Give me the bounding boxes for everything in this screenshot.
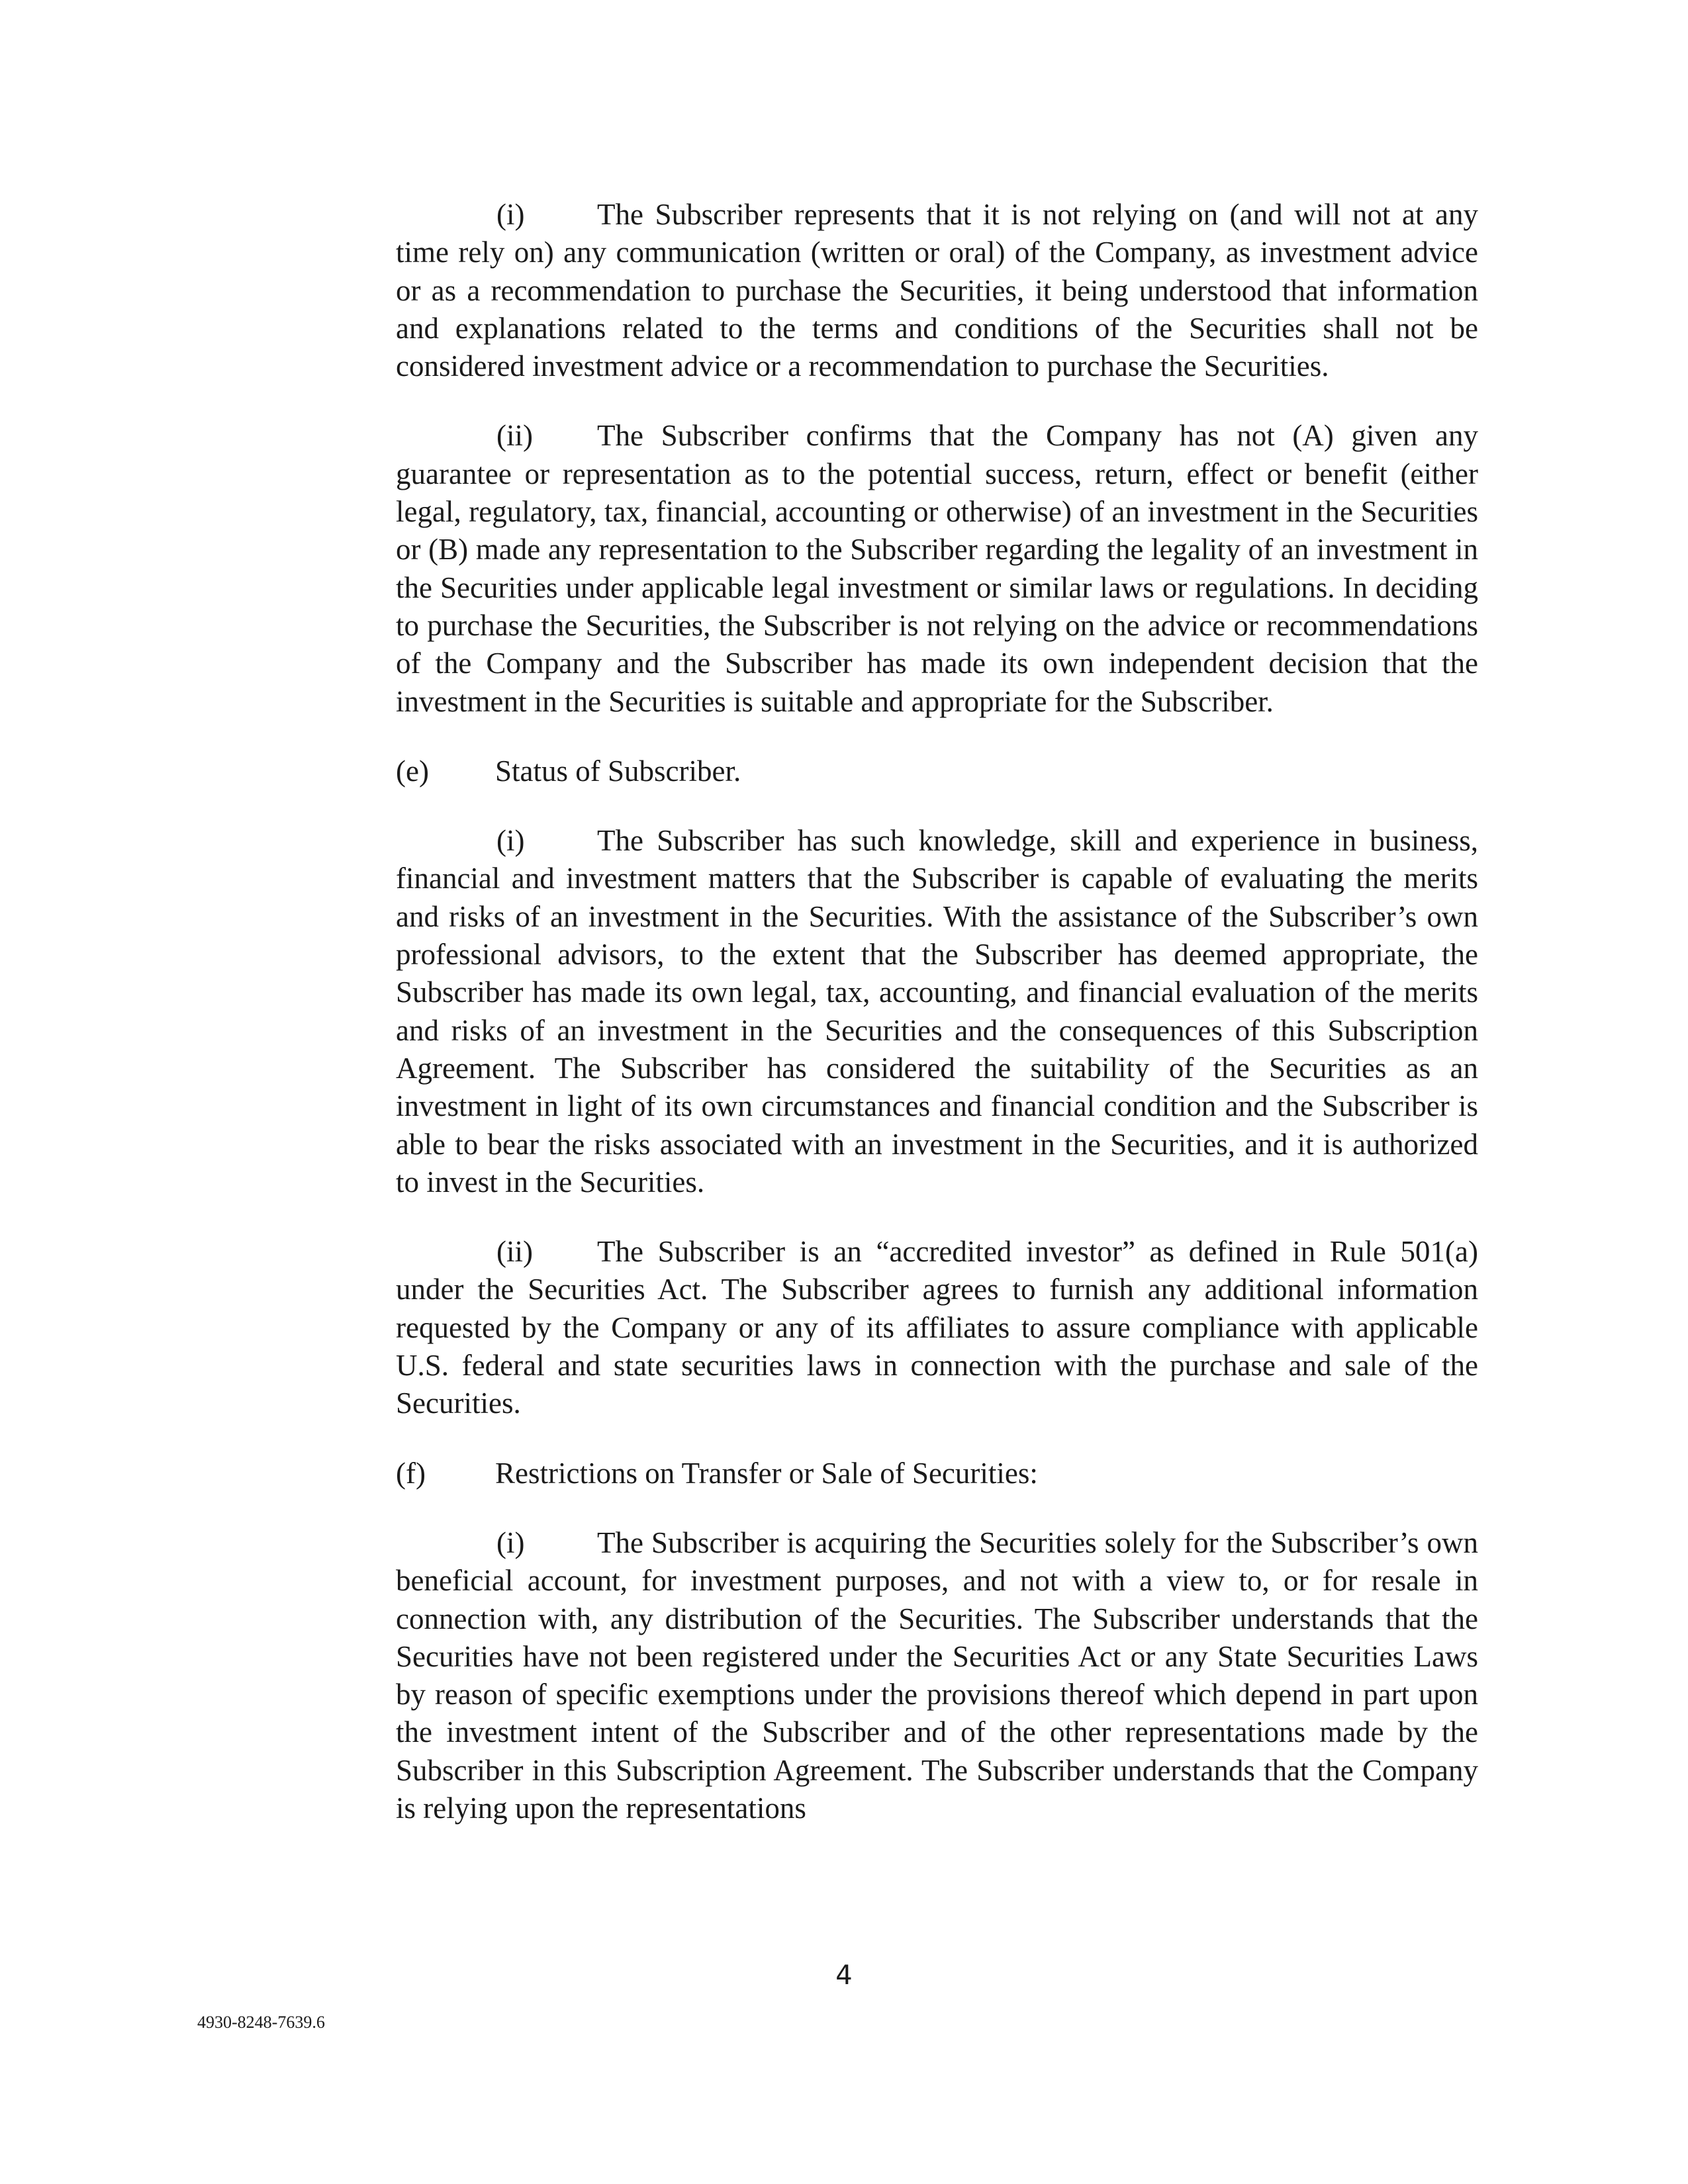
paragraph-d-i bbox=[396, 196, 1478, 385]
paragraph-marker: (ii) bbox=[496, 419, 533, 453]
paragraph-e-i bbox=[396, 822, 1478, 1201]
paragraph-text: The Subscriber confirms that the Company has not (A) given any guarantee or representation as to the potential success, return, effect or benefit (either legal, regulatory, tax, financial, accounting or otherwise) of an investment in the Securities or (B) made any representation to the Subscriber regarding the legality of an investment in the Securities under applicable legal investment or similar laws or regulations. In deciding to purchase the Securities, the Subscriber is not relying on the advice or recommendations of the Company and the Subscriber has made its own independent decision that the investment in the Securities is suitable and appropriate for the Subscriber. bbox=[396, 419, 1478, 718]
paragraph-e-ii bbox=[396, 1233, 1478, 1422]
paragraph-text: The Subscriber is acquiring the Securities solely for the Subscriber’s own beneficial account, for investment purposes, and not with a view to, or for resale in connection with, any distribution of the Securities. The Subscriber understands that the Securities have not been registered under the Securities Act or any State Securities Laws by reason of specific exemptions under the provisions thereof which depend in part upon the investment intent of the Subscriber and of the other representations made by the Subscriber in this Subscription Agreement. The Subscriber understands that the Company is relying upon the representations bbox=[396, 1525, 1478, 1825]
paragraph-marker: (ii) bbox=[496, 1235, 533, 1269]
section-marker: (e) bbox=[396, 754, 429, 788]
section-title: Restrictions on Transfer or Sale of Securities: bbox=[495, 1456, 1038, 1490]
document-id: 4930-8248-7639.6 bbox=[197, 2013, 325, 2032]
section-heading-f bbox=[396, 1455, 1478, 1492]
document-body bbox=[396, 196, 1478, 1859]
paragraph-text: The Subscriber represents that it is not relying on (and will not at any time rely on) any communication (written or oral) of the Company, as investment advice or as a recommendation to purchase the Securities, it being understood that information and explanations related to the terms and conditions of the Securities shall not be considered investment advice or a recommendation to purchase the Securities. bbox=[396, 198, 1478, 383]
page-number: 4 bbox=[835, 1960, 853, 1991]
section-marker: (f) bbox=[396, 1456, 426, 1490]
paragraph-marker: (i) bbox=[496, 1525, 525, 1559]
section-title: Status of Subscriber. bbox=[495, 754, 741, 788]
paragraph-text: The Subscriber has such knowledge, skill and experience in business, financial and investment matters that the Subscriber is capable of evaluating the merits and risks of an investment in the Securities. With the assistance of the Subscriber’s own professional advisors, to the extent that the Subscriber has deemed appropriate, the Subscriber has made its own legal, tax, accounting, and financial evaluation of the merits and risks of an investment in the Securities and the consequences of this Subscription Agreement. The Subscriber has considered the suitability of the Securities as an investment in light of its own circumstances and financial condition and the Subscriber is able to bear the risks associated with an investment in the Securities, and it is authorized to invest in the Securities. bbox=[396, 824, 1478, 1199]
paragraph-marker: (i) bbox=[496, 824, 525, 858]
paragraph-marker: (i) bbox=[496, 198, 525, 231]
paragraph-f-i bbox=[396, 1524, 1478, 1827]
paragraph-text: The Subscriber is an “accredited investor” as defined in Rule 501(a) under the Securities Act. The Subscriber agrees to furnish any additional information requested by the Company or any of its affiliates to assure compliance with applicable U.S. federal and state securities laws in connection with the purchase and sale of the Securities. bbox=[396, 1235, 1478, 1420]
section-heading-e bbox=[396, 752, 1478, 790]
paragraph-d-ii bbox=[396, 417, 1478, 720]
